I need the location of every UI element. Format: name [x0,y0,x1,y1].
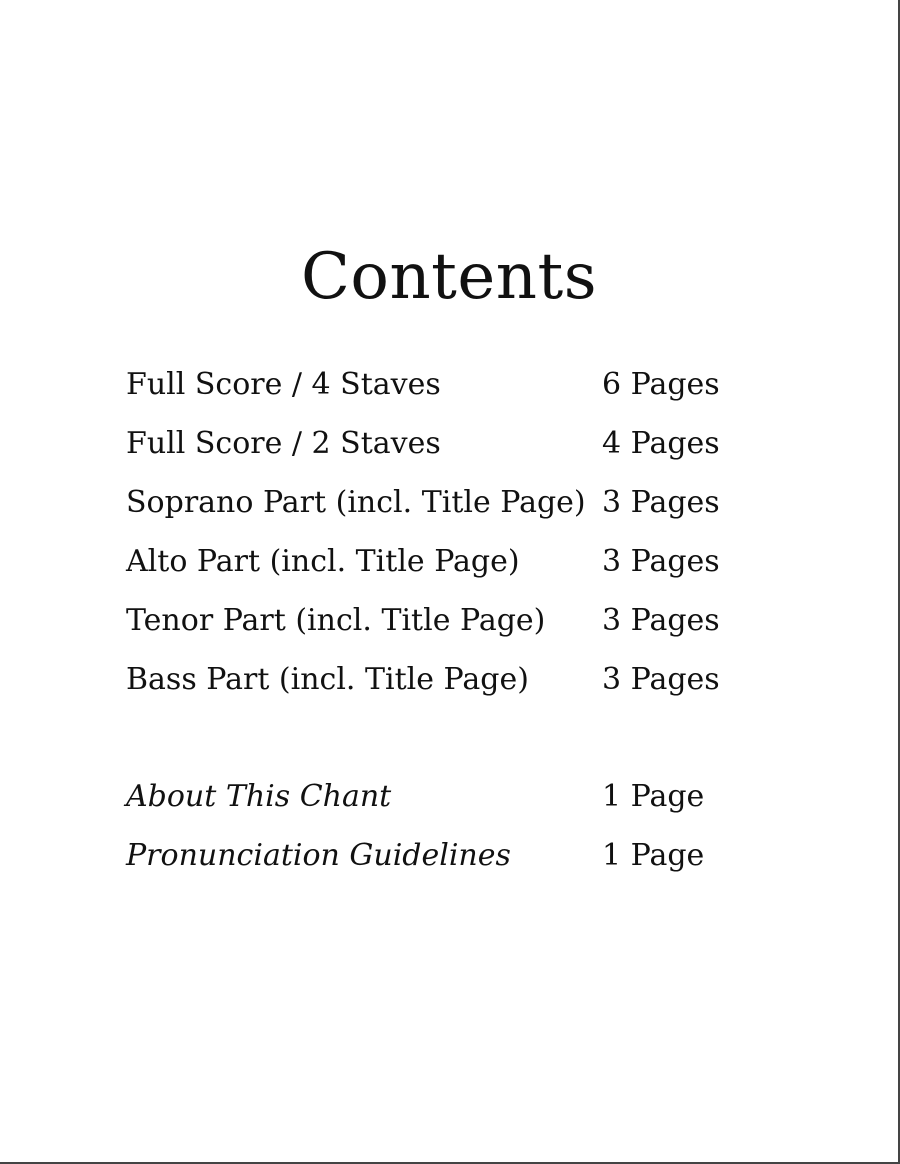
contents-item-label: Full Score / 2 Staves [126,426,441,461]
contents-item-label: Soprano Part (incl. Title Page) [126,485,586,520]
contents-row-full-score-2-staves [126,425,746,484]
contents-row-tenor-part [126,602,746,661]
contents-row-full-score-4-staves [126,366,746,425]
contents-row-bass-part [126,661,746,720]
supplement-row-pronunciation-guidelines [126,837,746,896]
contents-item-page-count: 4 Pages [602,426,720,461]
contents-item-label: Alto Part (incl. Title Page) [126,544,520,579]
contents-item-page-count: 6 Pages [602,367,720,402]
contents-row-soprano-part [126,484,746,543]
contents-item-page-count: 3 Pages [602,485,720,520]
page-title: Contents [300,239,598,314]
contents-list [126,366,746,896]
contents-item-page-count: 3 Pages [602,603,720,638]
contents-item-page-count: 3 Pages [602,662,720,697]
contents-item-label: Bass Part (incl. Title Page) [126,662,529,697]
supplement-item-label: Pronunciation Guidelines [126,838,511,873]
supplement-row-about-this-chant [126,778,746,837]
supplement-item-label: About This Chant [126,779,392,814]
supplement-item-page-count: 1 Page [602,779,705,814]
contents-item-label: Full Score / 4 Staves [126,367,441,402]
contents-item-label: Tenor Part (incl. Title Page) [126,603,546,638]
supplement-item-page-count: 1 Page [602,838,705,873]
contents-row-alto-part [126,543,746,602]
section-spacer [126,720,746,778]
contents-item-page-count: 3 Pages [602,544,720,579]
